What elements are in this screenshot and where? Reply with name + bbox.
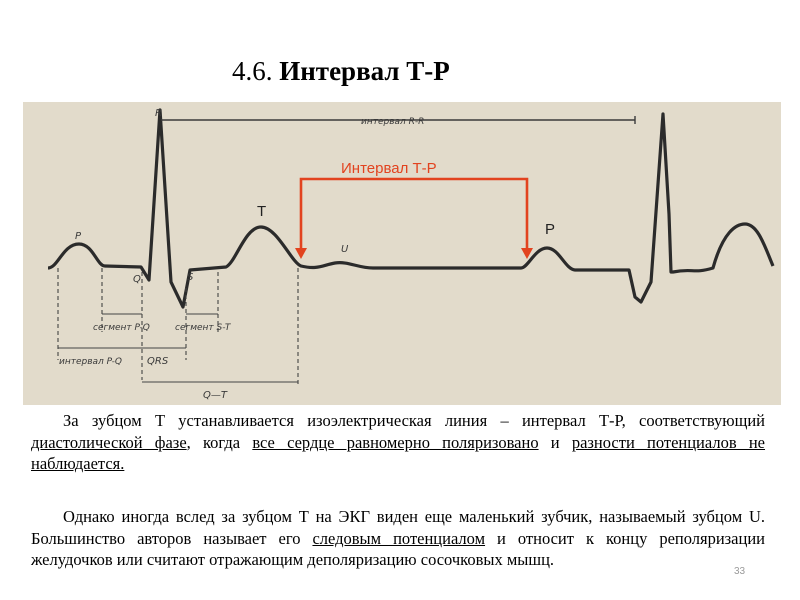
wave-p-right-label: P bbox=[545, 221, 556, 238]
ecg-diagram bbox=[23, 102, 781, 405]
p1-text-1: За зубцом Т устанавливается изоэлектрическая линия – интервал Т-Р, соответствующий bbox=[63, 411, 765, 430]
label-s: S bbox=[187, 272, 194, 283]
label-p-left: P bbox=[75, 231, 82, 242]
ecg-figure bbox=[23, 102, 781, 405]
title-number: 4.6. bbox=[232, 56, 273, 86]
title-text: Интервал Т-Р bbox=[279, 56, 450, 86]
page-number: 33 bbox=[734, 566, 746, 577]
p2-text-2: и относит к концу реполяризации желудочков или считают отражающим деполяризацию сосочковых мышц. bbox=[31, 528, 765, 569]
overlay-label: Интервал Т-Р bbox=[341, 160, 437, 177]
label-q: Q bbox=[133, 274, 141, 285]
label-r: R bbox=[155, 108, 162, 119]
label-interval-rr: интервал R-R bbox=[361, 117, 425, 127]
p2-underline-1: следовым потенциалом bbox=[312, 528, 486, 548]
interval-tp-overlay bbox=[301, 179, 527, 252]
p1-text-2: , когда bbox=[186, 432, 253, 452]
p1-underline-3: разности потенциалов не наблюдается. bbox=[31, 432, 766, 473]
label-qrs: QRS bbox=[147, 356, 169, 367]
wave-t-label: T bbox=[257, 203, 267, 220]
p2-text-1: Однако иногда вслед за зубцом Т на ЭКГ виден еще маленький зубчик, называемый зубцом U. Большинство авторов называет его bbox=[31, 507, 765, 548]
paragraph-2 bbox=[31, 506, 765, 571]
label-qt: Q—T bbox=[203, 390, 227, 401]
label-segment-pq: сегмент P-Q bbox=[93, 323, 150, 333]
p1-underline-1: диастолической фазе bbox=[31, 432, 187, 452]
paragraph-1 bbox=[31, 410, 765, 475]
label-interval-pq: интервал P-Q bbox=[59, 357, 122, 367]
label-u: U bbox=[341, 244, 349, 255]
label-segment-st: сегмент S-T bbox=[175, 323, 231, 333]
p1-text-3: и bbox=[538, 432, 572, 452]
arrow-head-left bbox=[295, 248, 307, 259]
p1-underline-2: все сердце равномерно поляризовано bbox=[252, 432, 539, 452]
slide-title bbox=[232, 56, 450, 87]
ecg-trace bbox=[48, 110, 773, 307]
